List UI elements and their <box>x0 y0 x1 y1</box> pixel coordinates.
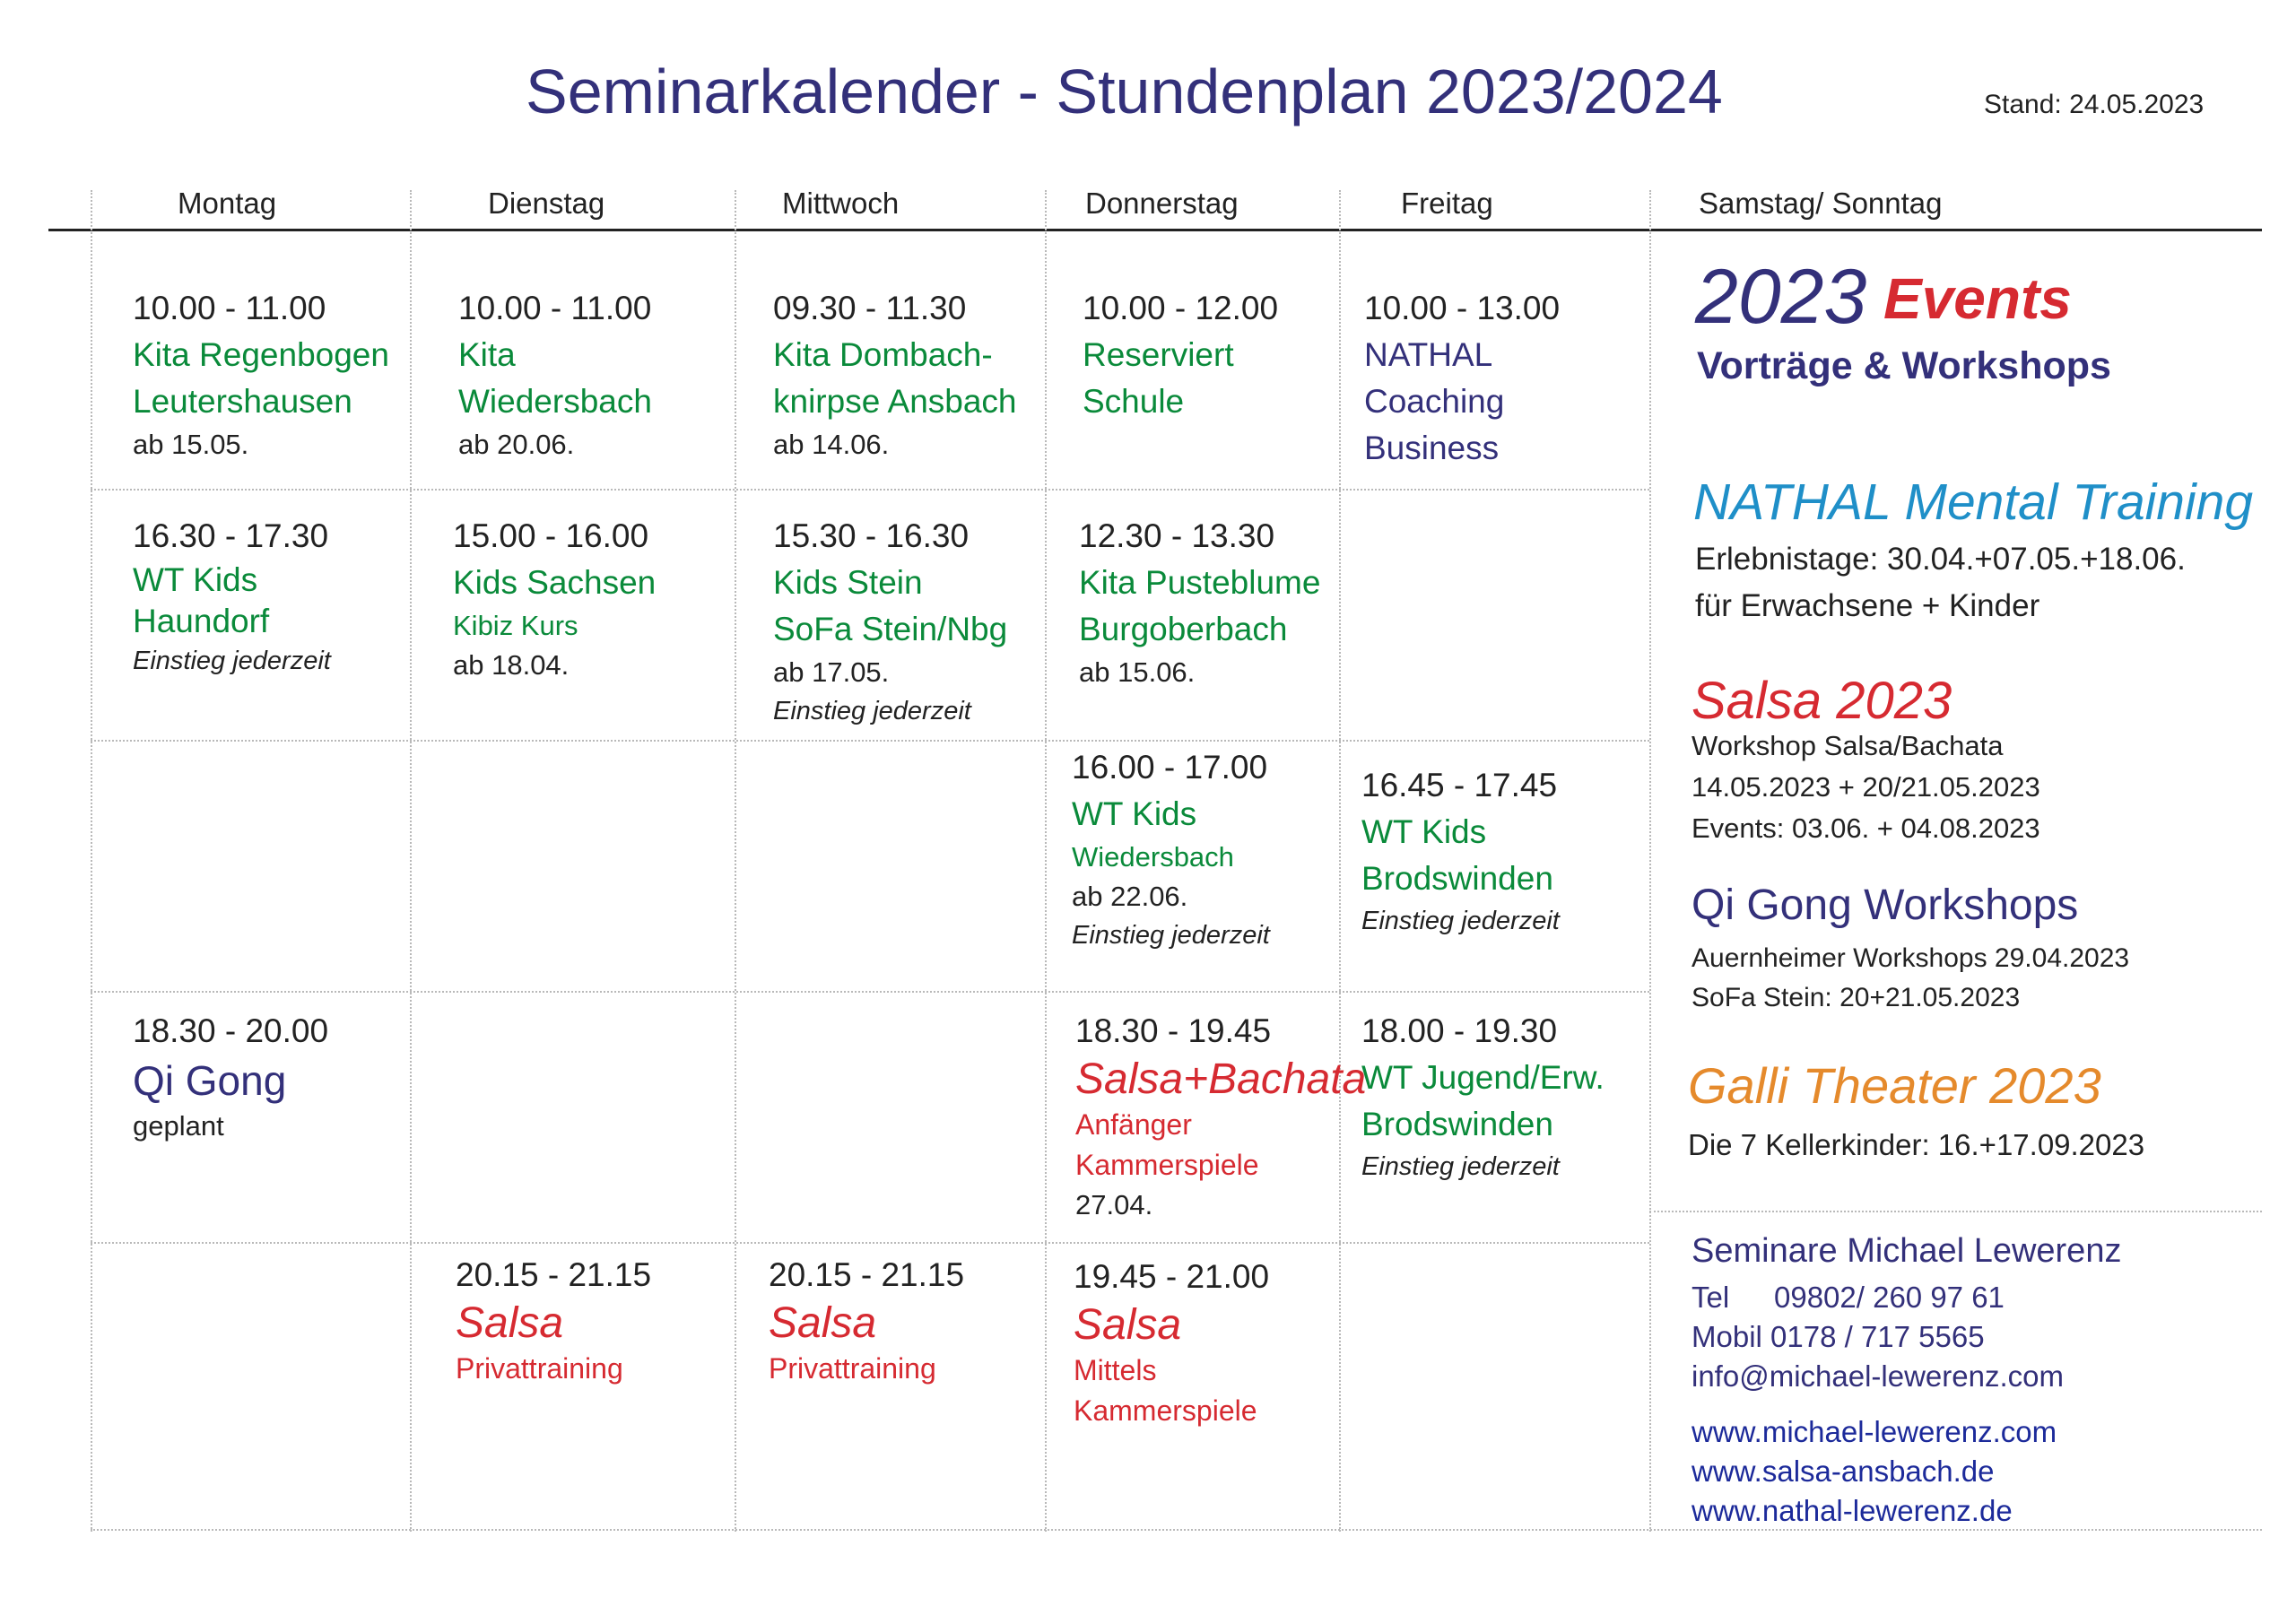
galli-show: Die 7 Kellerkinder: 16.+17.09.2023 <box>1688 1128 2145 1161</box>
slot-time: 16.30 - 17.30 <box>133 517 329 554</box>
slot-donnerstag-1 <box>1083 285 1278 425</box>
slot-note: Einstieg jederzeit <box>773 697 971 725</box>
grid-vline <box>1649 190 1651 1532</box>
slot-subtitle: Anfänger <box>1075 1108 1192 1141</box>
nathal-audience: für Erwachsene + Kinder <box>1695 588 2040 623</box>
slot-note: Einstieg jederzeit <box>1072 921 1270 950</box>
grid-vline <box>410 190 412 1532</box>
stand-date: Stand: 24.05.2023 <box>1984 90 2205 119</box>
slot-note: geplant <box>133 1110 224 1142</box>
slot-time: 20.15 - 21.15 <box>769 1256 965 1293</box>
slot-time: 20.15 - 21.15 <box>456 1256 652 1293</box>
qigong-title: Qi Gong Workshops <box>1692 881 2079 929</box>
slot-title: NATHAL <box>1364 336 1493 373</box>
slot-place: Brodswinden <box>1361 860 1553 897</box>
grid-hline <box>91 1242 1649 1244</box>
slot-time: 19.45 - 21.00 <box>1074 1258 1270 1295</box>
grid-hline <box>91 991 1649 993</box>
website-link-2[interactable]: www.salsa-ansbach.de <box>1692 1455 1995 1488</box>
grid-hline <box>91 740 1649 742</box>
slot-note: Einstieg jederzeit <box>133 647 331 675</box>
slot-montag-2 <box>133 513 331 680</box>
slot-title: WT Jugend/Erw. <box>1361 1059 1605 1096</box>
slot-dienstag-5 <box>456 1252 651 1389</box>
slot-place: SoFa Stein/Nbg <box>773 611 1008 647</box>
grid-hline <box>91 489 1649 491</box>
grid-hline <box>91 1529 2262 1531</box>
slot-date: 27.04. <box>1075 1189 1153 1220</box>
slot-subtitle: Kibiz Kurs <box>453 610 578 641</box>
slot-mittwoch-2 <box>773 513 1007 730</box>
slot-mittwoch-5 <box>769 1252 964 1389</box>
grid-hline <box>1649 1211 2262 1212</box>
slot-title: WT Kids <box>133 561 258 598</box>
events-subtitle: Vorträge & Workshops <box>1697 344 2111 387</box>
slot-title: Reserviert <box>1083 336 1234 373</box>
page-title: Seminarkalender - Stundenplan 2023/2024 <box>526 56 1723 126</box>
slot-title: Kita <box>458 336 516 373</box>
slot-dienstag-2 <box>453 513 656 685</box>
day-header-donnerstag: Donnerstag <box>1085 187 1239 220</box>
slot-note: Einstieg jederzeit <box>1361 907 1560 935</box>
slot-donnerstag-2 <box>1079 513 1320 692</box>
slot-freitag-3 <box>1361 762 1560 940</box>
grid-vline <box>735 190 736 1532</box>
day-header-wochenende: Samstag/ Sonntag <box>1699 187 1943 220</box>
slot-place: Wiedersbach <box>458 383 652 420</box>
contact-tel[interactable]: 09802/ 260 97 61 <box>1774 1281 2005 1314</box>
slot-place: Brodswinden <box>1361 1106 1553 1142</box>
slot-subtitle: Privattraining <box>456 1352 623 1385</box>
salsa-workshop: Workshop Salsa/Bachata <box>1692 730 2004 761</box>
grid-vline <box>1045 190 1047 1532</box>
slot-freitag-1 <box>1364 285 1560 472</box>
header-rule <box>48 229 2262 231</box>
slot-donnerstag-5 <box>1074 1254 1269 1431</box>
slot-subtitle: Business <box>1364 430 1500 466</box>
qigong-sofa: SoFa Stein: 20+21.05.2023 <box>1692 983 2021 1012</box>
day-header-montag: Montag <box>178 187 277 220</box>
slot-mittwoch-1 <box>773 285 1017 465</box>
nathal-title: NATHAL Mental Training <box>1693 473 2254 531</box>
website-link-1[interactable]: www.michael-lewerenz.com <box>1692 1415 2057 1448</box>
slot-date: ab 14.06. <box>773 429 890 460</box>
slot-title: Qi Gong <box>133 1057 287 1104</box>
slot-title: Kita Pusteblume <box>1079 564 1321 601</box>
nathal-dates: Erlebnistage: 30.04.+07.05.+18.06. <box>1695 542 2186 577</box>
slot-date: ab 15.05. <box>133 429 249 460</box>
slot-time: 18.30 - 19.45 <box>1075 1012 1272 1049</box>
slot-time: 10.00 - 11.00 <box>458 290 652 326</box>
website-link-3[interactable]: www.nathal-lewerenz.de <box>1692 1494 2013 1527</box>
contact-mobil[interactable]: Mobil 0178 / 717 5565 <box>1692 1320 1985 1353</box>
events-year: 2023 <box>1695 254 1867 340</box>
contact-email[interactable]: info@michael-lewerenz.com <box>1692 1359 2064 1393</box>
day-header-freitag: Freitag <box>1401 187 1493 220</box>
slot-subtitle: Mittels <box>1074 1354 1157 1386</box>
slot-place: knirpse Ansbach <box>773 383 1017 420</box>
slot-time: 16.00 - 17.00 <box>1072 749 1268 786</box>
grid-vline <box>1339 190 1341 1532</box>
slot-place: Kammerspiele <box>1074 1394 1257 1427</box>
slot-time: 10.00 - 12.00 <box>1083 290 1279 326</box>
salsa-title: Salsa 2023 <box>1692 672 1952 730</box>
day-header-mittwoch: Mittwoch <box>782 187 900 220</box>
day-header-dienstag: Dienstag <box>488 187 605 220</box>
slot-subtitle: Privattraining <box>769 1352 936 1385</box>
slot-title: Salsa <box>769 1299 877 1347</box>
slot-freitag-4 <box>1361 1008 1605 1185</box>
slot-note: Einstieg jederzeit <box>1361 1152 1560 1181</box>
slot-place: Wiedersbach <box>1072 841 1234 873</box>
slot-time: 18.00 - 19.30 <box>1361 1012 1558 1049</box>
slot-subtitle: Coaching <box>1364 383 1505 420</box>
slot-time: 12.30 - 13.30 <box>1079 517 1275 554</box>
slot-montag-4 <box>133 1008 328 1146</box>
slot-place: Schule <box>1083 383 1185 420</box>
slot-time: 09.30 - 11.30 <box>773 290 967 326</box>
slot-place: Kammerspiele <box>1075 1149 1259 1181</box>
contact-tel-label: Tel <box>1692 1281 1730 1314</box>
slot-donnerstag-4 <box>1075 1008 1366 1225</box>
events-heading: Events <box>1883 266 2072 331</box>
slot-place: Leutershausen <box>133 383 352 420</box>
salsa-dates: 14.05.2023 + 20/21.05.2023 <box>1692 771 2040 803</box>
slot-date: ab 22.06. <box>1072 881 1188 912</box>
slot-time: 18.30 - 20.00 <box>133 1012 329 1049</box>
qigong-auernheim: Auernheimer Workshops 29.04.2023 <box>1692 943 2130 973</box>
salsa-events: Events: 03.06. + 04.08.2023 <box>1692 812 2040 844</box>
slot-date: ab 15.06. <box>1079 656 1196 688</box>
grid-vline <box>91 190 92 1532</box>
slot-title: Kita Regenbogen <box>133 336 389 373</box>
slot-montag-1 <box>133 285 389 465</box>
slot-title: Kita Dombach- <box>773 336 993 373</box>
slot-place: Burgoberbach <box>1079 611 1288 647</box>
slot-dienstag-1 <box>458 285 652 465</box>
slot-date: ab 20.06. <box>458 429 575 460</box>
slot-title: Kids Stein <box>773 564 923 601</box>
slot-title: Salsa <box>1074 1301 1182 1349</box>
slot-time: 10.00 - 11.00 <box>133 290 326 326</box>
slot-donnerstag-3 <box>1072 744 1270 954</box>
slot-date: ab 17.05. <box>773 656 890 688</box>
slot-place: Haundorf <box>133 603 270 639</box>
slot-title: WT Kids <box>1361 813 1487 850</box>
contact-name: Seminare Michael Lewerenz <box>1692 1232 2122 1270</box>
galli-title: Galli Theater 2023 <box>1688 1057 2101 1114</box>
slot-time: 16.45 - 17.45 <box>1361 767 1558 803</box>
slot-time: 10.00 - 13.00 <box>1364 290 1561 326</box>
slot-title: Salsa+Bachata <box>1075 1055 1367 1103</box>
slot-title: Kids Sachsen <box>453 564 657 601</box>
slot-date: ab 18.04. <box>453 649 570 681</box>
slot-time: 15.00 - 16.00 <box>453 517 649 554</box>
slot-time: 15.30 - 16.30 <box>773 517 970 554</box>
slot-title: Salsa <box>456 1299 564 1347</box>
slot-title: WT Kids <box>1072 795 1197 832</box>
